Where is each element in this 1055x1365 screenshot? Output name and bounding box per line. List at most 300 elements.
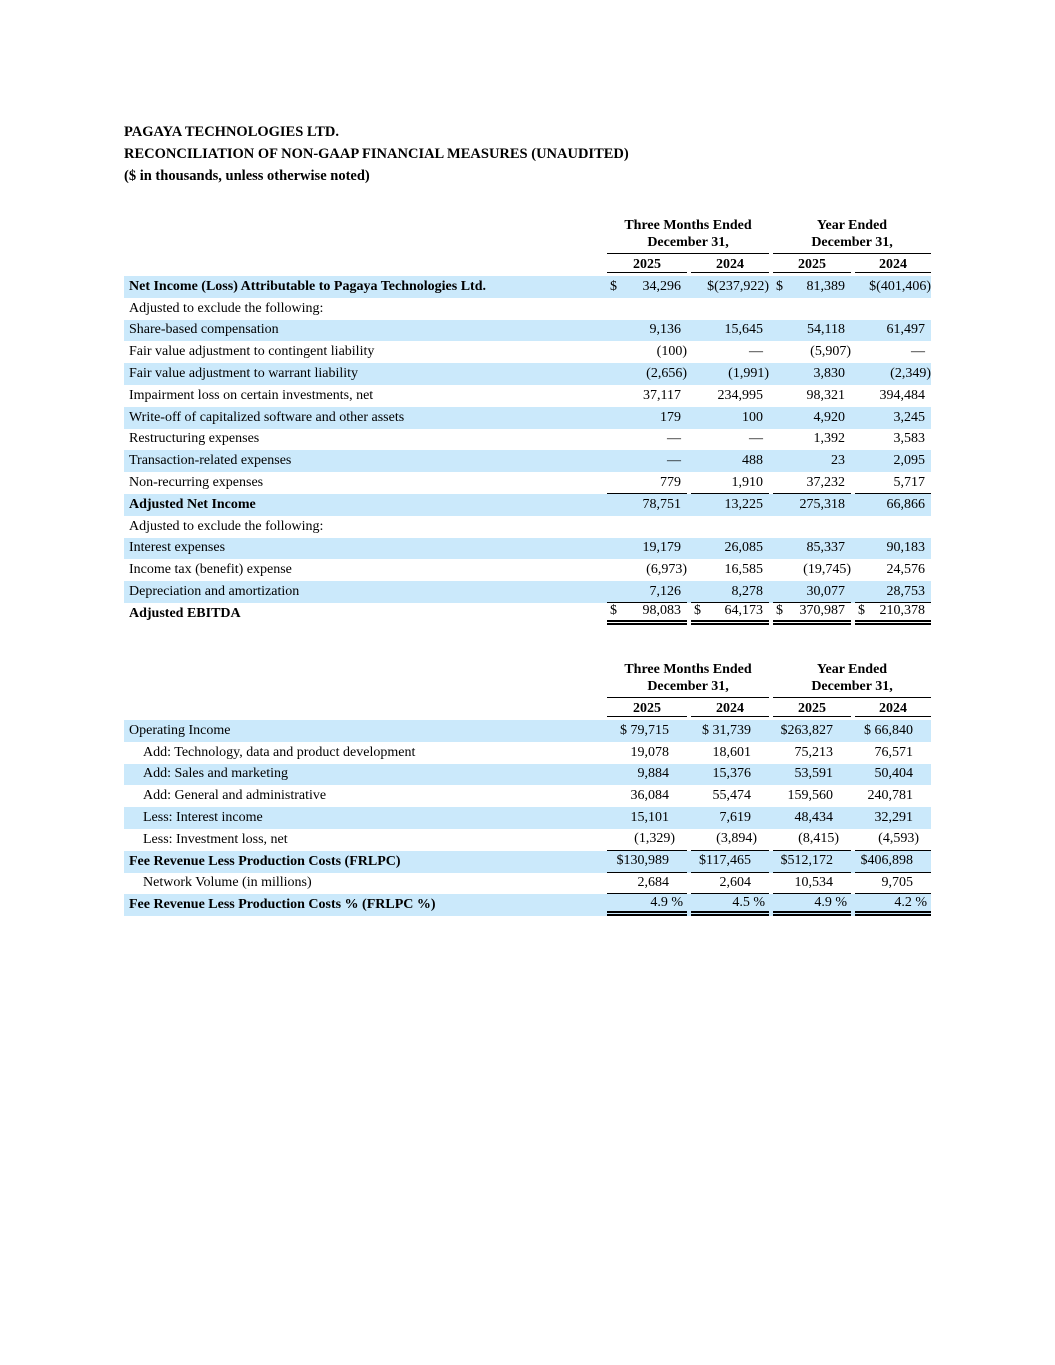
value-cell [855,298,931,320]
row-label-text: Fair value adjustment to warrant liability [129,366,358,382]
cell-value: (1,991) [728,366,769,382]
value-cell [691,538,769,560]
value-cell [855,341,931,363]
year-column-header: 2025 [607,256,687,273]
cell-value: 48,434 [794,810,833,826]
cell-value: 75,213 [794,744,833,760]
cell-value: 1,392 [813,431,845,447]
cell-value: 13,225 [724,496,763,512]
cell-value: 4,920 [813,409,845,425]
value-cell [855,764,931,786]
cell-value: 3,245 [893,409,925,425]
cell-value: (19,745) [803,562,851,578]
row-label [124,720,603,742]
row-label [124,603,603,625]
column-group-title: Year Ended [816,218,888,233]
table-row [124,603,931,625]
cell-value: 28,753 [886,583,925,599]
value-cell [855,472,931,494]
row-label [124,581,603,603]
cell-value: 210,378 [879,603,925,619]
cell-value: 24,576 [886,562,925,578]
cell-value: 234,995 [717,387,763,403]
table-row [124,276,931,298]
cell-value: 15,645 [724,322,763,338]
row-label-text: Adjusted EBITDA [129,605,241,621]
row-label-text: Adjusted to exclude the following: [129,518,324,534]
value-cell [691,559,769,581]
value-cell [607,785,687,807]
cell-value: (8,415) [798,831,839,847]
value-cell [691,363,769,385]
row-label [124,873,603,895]
value-cell [855,385,931,407]
value-cell [691,851,769,873]
header-spacer [124,256,603,273]
table-row [124,581,931,603]
cell-value: (2,656) [646,366,687,382]
cell-value: (2,349) [890,366,931,382]
row-label [124,407,603,429]
value-cell [607,764,687,786]
value-cell [773,829,851,851]
value-cell [773,851,851,873]
company-name: PAGAYA TECHNOLOGIES LTD. [124,124,340,140]
cell-value: 370,987 [799,603,845,619]
cell-value: 2,604 [719,874,751,890]
value-cell [773,450,851,472]
table-row [124,429,931,451]
value-cell [691,298,769,320]
year-column-header: 2025 [773,256,851,273]
value-cell [855,429,931,451]
cell-value: 159,560 [787,788,833,804]
value-cell [773,276,851,298]
row-label-text: Add: Sales and marketing [143,766,289,782]
row-label-text: Non-recurring expenses [129,475,264,491]
row-label [124,829,603,851]
value-cell [773,298,851,320]
value-cell [607,581,687,603]
value-cell [691,894,769,916]
value-cell [855,538,931,560]
row-label [124,851,603,873]
cell-value: 37,232 [806,474,845,490]
value-cell [691,385,769,407]
column-group-three-months [607,662,769,698]
cell-value: 36,084 [630,788,669,804]
value-cell [773,581,851,603]
value-cell [855,785,931,807]
value-cell [607,494,687,516]
column-group-subtitle: December 31, [647,678,729,694]
cell-value: 16,585 [724,562,763,578]
value-cell [691,581,769,603]
value-cell [773,429,851,451]
cell-value: 240,781 [867,788,913,804]
cell-value: (4,593) [878,831,919,847]
row-label-text: Fee Revenue Less Production Costs % (FRLPC %) [129,897,436,913]
row-label [124,894,603,916]
cell-value: $512,172 [780,853,833,869]
table-row [124,494,931,516]
dollar-sign: $ [694,603,701,619]
value-cell [607,829,687,851]
cell-value: 4.2 % [894,894,927,910]
table-row [124,764,931,786]
value-cell [607,538,687,560]
header-spacer [124,700,603,717]
table-row [124,873,931,895]
document-title: RECONCILIATION OF NON-GAAP FINANCIAL MEASURES (UNAUDITED) [124,146,629,162]
value-cell [691,407,769,429]
cell-value: — [667,431,681,447]
cell-value: 779 [660,474,681,490]
cell-value: $ 79,715 [620,722,669,738]
cell-value: 30,077 [806,583,845,599]
row-label [124,341,603,363]
document-header [124,121,629,187]
cell-value: 8,278 [731,583,763,599]
value-cell [691,807,769,829]
row-label-text: Fee Revenue Less Production Costs (FRLPC) [129,853,401,869]
value-cell [773,764,851,786]
row-label-text: Interest expenses [129,540,226,556]
cell-value: 61,497 [886,322,925,338]
row-label-text: Income tax (benefit) expense [129,562,292,578]
table-operating-income-to-frlpc [124,662,931,916]
row-label [124,807,603,829]
row-label [124,429,603,451]
dollar-sign: $ [858,603,865,619]
value-cell [855,873,931,895]
table-row [124,559,931,581]
cell-value: 15,376 [712,766,751,782]
row-label-text: Adjusted Net Income [129,496,256,512]
row-label [124,298,603,320]
value-cell [607,603,687,625]
row-label-text: Add: General and administrative [143,788,327,804]
year-column-header: 2025 [607,700,687,717]
cell-value: 3,583 [893,431,925,447]
value-cell [855,320,931,342]
cell-value: $(237,922) [707,278,769,294]
cell-value: 179 [660,409,681,425]
value-cell [773,873,851,895]
year-column-header: 2024 [691,700,769,717]
year-column-header: 2024 [691,256,769,273]
cell-value: (100) [656,344,687,360]
dollar-sign: $ [776,278,783,294]
value-cell [607,742,687,764]
cell-value: $ 66,840 [864,722,913,738]
table-row [124,807,931,829]
value-cell [855,276,931,298]
cell-value: 66,866 [886,496,925,512]
value-cell [607,472,687,494]
value-cell [607,363,687,385]
value-cell [855,603,931,625]
table-net-income-to-adjusted-ebitda [124,218,931,625]
value-cell [691,603,769,625]
cell-value: $263,827 [780,722,833,738]
value-cell [773,385,851,407]
cell-value: 100 [742,409,763,425]
cell-value: — [667,453,681,469]
row-label [124,538,603,560]
row-label-text: Less: Investment loss, net [143,831,288,847]
table-row [124,829,931,851]
cell-value: — [911,344,925,360]
cell-value: 3,830 [813,366,845,382]
row-label [124,450,603,472]
cell-value: 2,095 [893,453,925,469]
table-row [124,742,931,764]
value-cell [855,829,931,851]
value-cell [773,538,851,560]
cell-value: 15,101 [630,810,669,826]
cell-value: 19,179 [642,540,681,556]
table-row [124,538,931,560]
value-cell [773,472,851,494]
cell-value: 1,910 [731,474,763,490]
value-cell [855,807,931,829]
cell-value: (6,973) [646,562,687,578]
value-cell [607,720,687,742]
value-cell [607,407,687,429]
value-cell [607,873,687,895]
cell-value: 76,571 [874,744,913,760]
column-group-three-months [607,218,769,254]
row-label-text: Less: Interest income [143,810,263,826]
table-header-years [124,700,931,717]
cell-value: (3,894) [716,831,757,847]
value-cell [691,873,769,895]
cell-value: 9,136 [649,322,681,338]
value-cell [773,363,851,385]
value-cell [773,407,851,429]
cell-value: 19,078 [630,744,669,760]
value-cell [773,341,851,363]
value-cell [855,450,931,472]
value-cell [607,516,687,538]
row-label-text: Add: Technology, data and product development [143,744,416,760]
column-group-title: Three Months Ended [624,218,752,233]
value-cell [607,429,687,451]
cell-value: 2,684 [637,874,669,890]
cell-value: 78,751 [642,496,681,512]
value-cell [691,276,769,298]
cell-value: $406,898 [860,853,913,869]
row-label-text: Write-off of capitalized software and other assets [129,409,405,425]
value-cell [773,494,851,516]
cell-value: 10,534 [794,874,833,890]
table-row [124,851,931,873]
row-label [124,785,603,807]
value-cell [773,785,851,807]
cell-value: 7,126 [649,583,681,599]
value-cell [691,829,769,851]
value-cell [691,320,769,342]
row-label-text: Transaction-related expenses [129,453,292,469]
cell-value: 54,118 [807,322,845,338]
value-cell [773,516,851,538]
row-label-text: Adjusted to exclude the following: [129,300,324,316]
cell-value: 37,117 [643,387,681,403]
dollar-sign: $ [610,603,617,619]
cell-value: 64,173 [724,603,763,619]
cell-value: 7,619 [719,810,751,826]
table-header-years [124,256,931,273]
value-cell [773,320,851,342]
row-label [124,559,603,581]
value-cell [607,851,687,873]
value-cell [855,742,931,764]
cell-value: 98,083 [642,603,681,619]
cell-value: 18,601 [712,744,751,760]
cell-value: 53,591 [794,766,833,782]
table-row [124,341,931,363]
row-label [124,472,603,494]
year-column-header: 2024 [855,256,931,273]
column-group-subtitle: December 31, [811,678,893,694]
cell-value: 4.5 % [732,894,765,910]
cell-value: 488 [742,453,763,469]
value-cell [855,559,931,581]
table-row [124,472,931,494]
row-label [124,742,603,764]
table-header-groups [124,218,931,254]
cell-value: 9,705 [881,874,913,890]
table-row [124,407,931,429]
row-label-text: Fair value adjustment to contingent liability [129,344,375,360]
cell-value: 34,296 [642,278,681,294]
value-cell [773,559,851,581]
cell-value: 90,183 [886,540,925,556]
value-cell [773,720,851,742]
row-label [124,363,603,385]
value-cell [855,494,931,516]
value-cell [607,450,687,472]
value-cell [773,894,851,916]
value-cell [607,298,687,320]
cell-value: $130,989 [616,853,669,869]
table-row [124,298,931,320]
value-cell [855,894,931,916]
table-header-groups [124,662,931,698]
table-row [124,450,931,472]
table-row [124,516,931,538]
value-cell [607,385,687,407]
value-cell [607,320,687,342]
value-cell [773,603,851,625]
row-label-text: Depreciation and amortization [129,584,300,600]
cell-value: 394,484 [879,387,925,403]
value-cell [691,742,769,764]
value-cell [691,450,769,472]
cell-value: 23 [831,453,845,469]
value-cell [855,363,931,385]
cell-value: 275,318 [799,496,845,512]
table-row [124,363,931,385]
cell-value: $ 31,739 [702,722,751,738]
cell-value: 4.9 % [650,894,683,910]
row-label [124,764,603,786]
table-row [124,785,931,807]
row-label-text: Restructuring expenses [129,431,260,447]
value-cell [607,276,687,298]
row-label-text: Operating Income [129,722,231,738]
value-cell [691,720,769,742]
column-group-year-ended [773,218,931,254]
value-cell [691,341,769,363]
table-row [124,385,931,407]
value-cell [773,807,851,829]
value-cell [855,851,931,873]
cell-value: (5,907) [810,344,851,360]
cell-value: $117,465 [699,853,751,869]
cell-value: 98,321 [806,387,845,403]
cell-value: 4.9 % [814,894,847,910]
cell-value: (1,329) [634,831,675,847]
column-group-title: Year Ended [816,662,888,677]
year-column-header: 2025 [773,700,851,717]
value-cell [691,429,769,451]
value-cell [607,894,687,916]
row-label [124,385,603,407]
value-cell [855,407,931,429]
value-cell [607,341,687,363]
cell-value: 85,337 [806,540,845,556]
cell-value: 81,389 [806,278,845,294]
value-cell [691,516,769,538]
value-cell [773,742,851,764]
year-column-header: 2024 [855,700,931,717]
table-row [124,720,931,742]
cell-value: 5,717 [893,474,925,490]
value-cell [691,472,769,494]
cell-value: 50,404 [874,766,913,782]
table-row [124,320,931,342]
row-label [124,516,603,538]
dollar-sign: $ [776,603,783,619]
row-label-text: Network Volume (in millions) [143,875,312,891]
table-row [124,894,931,916]
value-cell [855,516,931,538]
value-cell [855,720,931,742]
cell-value: 55,474 [712,788,751,804]
cell-value: 9,884 [637,766,669,782]
column-group-subtitle: December 31, [647,234,729,250]
value-cell [691,764,769,786]
row-label-text: Net Income (Loss) Attributable to Pagaya Technologies Ltd. [129,278,486,294]
column-group-year-ended [773,662,931,698]
value-cell [607,559,687,581]
cell-value: — [749,431,763,447]
value-cell [691,494,769,516]
dollar-sign: $ [610,278,617,294]
value-cell [607,807,687,829]
cell-value: 32,291 [874,810,913,826]
row-label [124,494,603,516]
column-group-subtitle: December 31, [811,234,893,250]
value-cell [691,785,769,807]
row-label-text: Impairment loss on certain investments, net [129,387,374,403]
row-label [124,276,603,298]
document-note: ($ in thousands, unless otherwise noted) [124,168,370,184]
cell-value: $(401,406) [869,278,931,294]
row-label-text: Share-based compensation [129,322,279,338]
